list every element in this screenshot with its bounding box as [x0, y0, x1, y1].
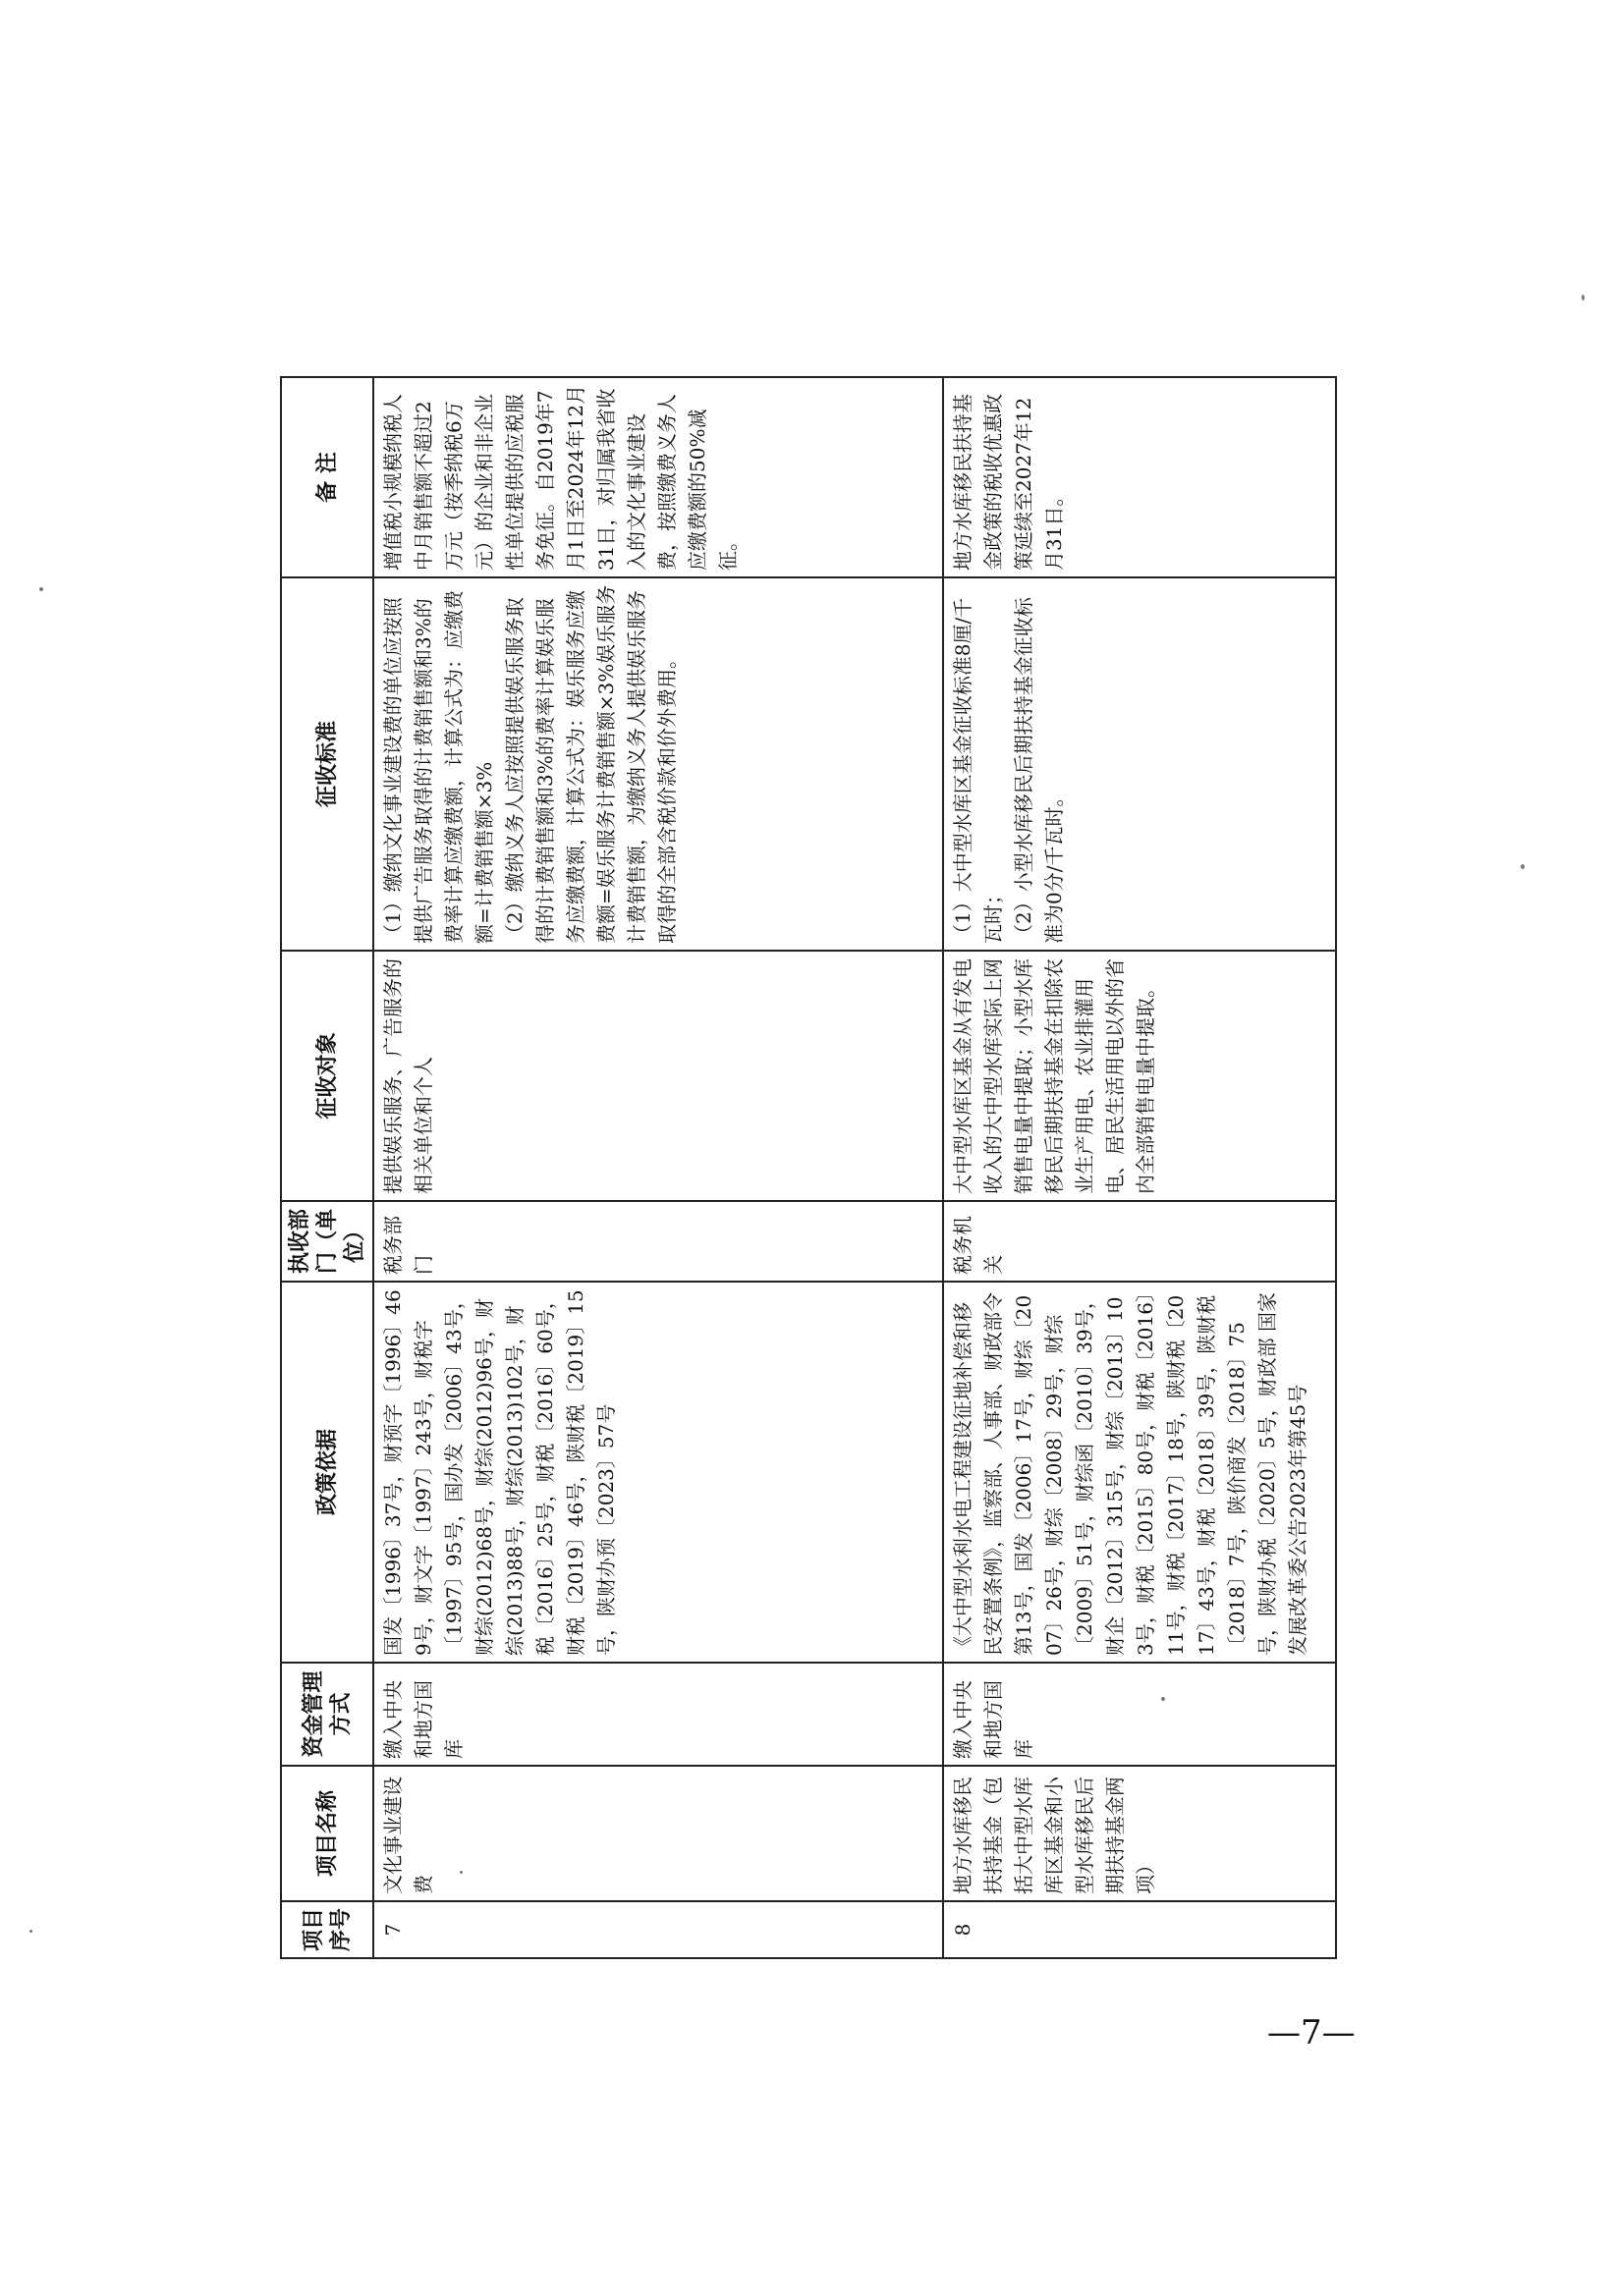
header-fund: 资金管理方式	[281, 1663, 373, 1766]
scan-speck	[1582, 295, 1585, 301]
cell-object: 大中型水库区基金从有发电收入的大中型水库实际上网销售电量中提取；小型水库移民后期扶持基金在扣除农业生产用电、农业排灌用电、居民生活用电以外的省内全部销售电量中提取。	[943, 951, 1336, 1201]
cell-fund: 缴入中央和地方国库	[943, 1663, 1336, 1766]
header-object: 征收对象	[281, 951, 373, 1201]
cell-note: 地方水库移民扶持基金政策的税收优惠政策延续至2027年12月31日。	[943, 377, 1336, 577]
cell-dept: 税务机关	[943, 1201, 1336, 1282]
cell-standard	[373, 577, 943, 951]
header-standard: 征收标准	[281, 577, 373, 951]
header-dept: 执收部门（单位）	[281, 1201, 373, 1282]
cell-standard	[943, 577, 1336, 951]
header-seq: 项目序号	[281, 1901, 373, 1958]
scan-speck	[39, 587, 43, 591]
cell-basis: 《大中型水利水电工程建设征地补偿和移民安置条例》，监察部、人事部、财政部令第13号，国发〔2006〕17号，财综〔2007〕26号，财综〔2008〕29号，财综〔2009〕51号，财综函〔2010〕39号，财企〔2012〕315号，财综〔2013〕103号，财税〔2015〕80号，财税〔2016〕11号，财税〔2017〕18号，陕财税〔2017〕43号，财税〔2018〕39号，陕财税〔2018〕7号，陕价商发〔2018〕75号，陕财办税〔2020〕5号，财政部 国家发展改革委公告2023年第45号	[943, 1282, 1336, 1663]
scan-speck	[1161, 1697, 1165, 1701]
header-basis: 政策依据	[281, 1282, 373, 1663]
cell-note: 增值税小规模纳税人中月销售额不超过2万元（按季纳税6万元）的企业和非企业性单位提供的应税服务免征。自2019年7月1日至2024年12月31日，对归属我省收入的文化事业建设费，按照缴费义务人应缴费额的50%减征。	[373, 377, 943, 577]
table-row	[943, 377, 1336, 1958]
cell-seq: 7	[373, 1901, 943, 1958]
cell-object: 提供娱乐服务、广告服务的相关单位和个人	[373, 951, 943, 1201]
fee-table	[280, 376, 1337, 1959]
cell-fund: 缴入中央和地方国库	[373, 1663, 943, 1766]
cell-dept: 税务部门	[373, 1201, 943, 1282]
cell-name: 文化事业建设费	[373, 1766, 943, 1901]
scan-speck	[29, 1930, 32, 1933]
scan-speck	[1521, 864, 1525, 869]
standard-part-2: （2）小型水库移民后期扶持基金征收标准为0分/千瓦时。	[1012, 597, 1066, 944]
cell-seq: 8	[943, 1901, 1336, 1958]
cell-name: 地方水库移民扶持基金（包括大中型水库库区基金和小型水库移民后期扶持基金两项）	[943, 1766, 1336, 1901]
scan-speck	[460, 1871, 463, 1874]
table-row	[373, 377, 943, 1958]
page-number: —7—	[1267, 2013, 1356, 2052]
standard-part-1: （1）大中型水库区基金征收标准8厘/千瓦时；	[951, 597, 1005, 944]
rotated-table-wrapper	[280, 378, 1321, 1959]
table-header-row	[281, 377, 373, 1958]
cell-basis: 国发〔1996〕37号，财预字〔1996〕469号，财文字〔1997〕243号，财税字〔1997〕95号，国办发〔2006〕43号，财综(2012)68号，财综(2012)96号，财综(2013)88号，财综(2013)102号，财税〔2016〕25号，财税〔2016〕60号，财税〔2019〕46号，陕财税〔2019〕15号，陕财办预〔2023〕57号	[373, 1282, 943, 1663]
standard-part-1: （1）缴纳文化事业建设费的单位应按照提供广告服务取得的计费销售额和3%的费率计算应缴费额，计算公式为：应缴费额=计费销售额×3%	[381, 590, 496, 944]
header-note: 备 注	[281, 377, 373, 577]
standard-part-2: （2）缴纳义务人应按照提供娱乐服务取得的计费销售额和3%的费率计算娱乐服务应缴费额，计算公式为：娱乐服务应缴费额=娱乐服务计费销售额×3%娱乐服务计费销售额，为缴纳义务人提供娱乐服务取得的全部含税价款和价外费用。	[503, 584, 679, 944]
header-name: 项目名称	[281, 1766, 373, 1901]
